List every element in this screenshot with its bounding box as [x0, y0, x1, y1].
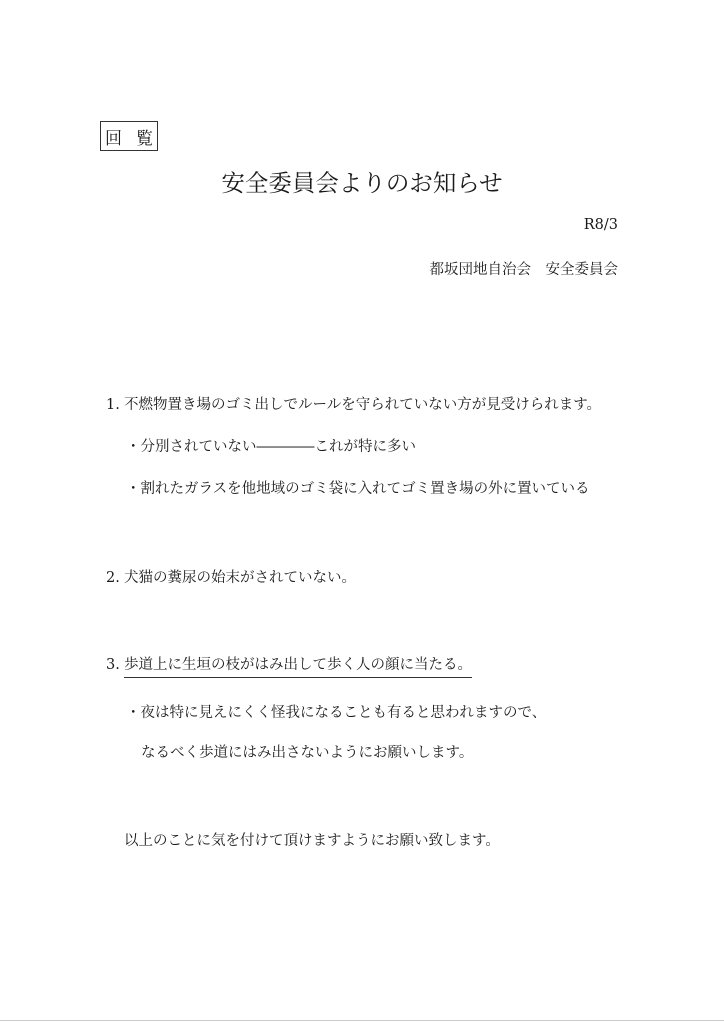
- item-3-bullet-2: なるべく歩道にはみ出さないようにお願いします。: [141, 745, 474, 761]
- item-1-bullet-2: ・割れたガラスを他地域のゴミ袋に入れてゴミ置き場の外に置いている: [126, 481, 590, 497]
- item-1-text: 不燃物置き場のゴミ出しでルールを守られていない方が見受けられます。: [124, 397, 602, 413]
- page-title: 安全委員会よりのお知らせ: [221, 169, 503, 197]
- sender: 都坂団地自治会 安全委員会: [429, 262, 618, 278]
- closing-text: 以上のことに気を付けて頂けますようにお願い致します。: [124, 833, 500, 849]
- document-date: R8/3: [583, 217, 618, 233]
- item-2-number: 2.: [106, 570, 120, 586]
- scan-edge-line: [0, 1020, 724, 1021]
- item-3-number: 3.: [106, 657, 120, 673]
- item-3-bullet-1: ・夜は特に見えにくく怪我になることも有ると思われますので、: [126, 705, 547, 721]
- circulation-stamp: [100, 121, 158, 151]
- item-3-text: 歩道上に生垣の枝がはみ出して歩く人の顔に当たる。: [124, 658, 472, 678]
- stamp-char-2: 覧: [136, 128, 153, 149]
- item-1-number: 1.: [106, 397, 120, 413]
- item-1-bullet-1: ・分別されていない――――これが特に多い: [126, 439, 416, 455]
- stamp-char-1: 回: [105, 128, 122, 149]
- item-2-text: 犬猫の糞尿の始末がされていない。: [124, 570, 356, 586]
